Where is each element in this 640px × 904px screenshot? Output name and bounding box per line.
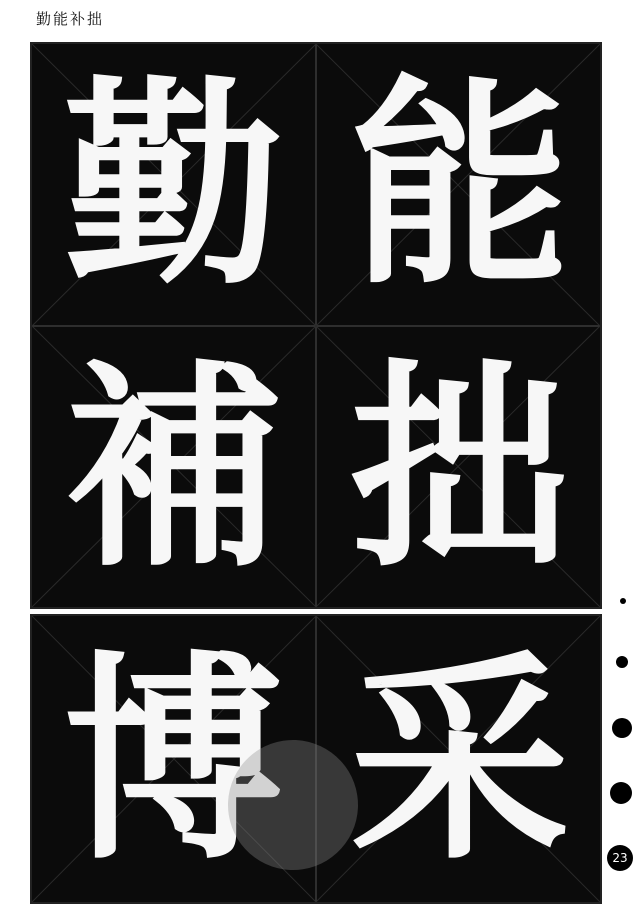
page-number: 23 (607, 845, 633, 871)
character-cai: 采 (349, 630, 570, 889)
dot-medium-icon (616, 656, 628, 668)
calligraphy-panel-top (30, 42, 602, 609)
character-zhuo: 拙 (349, 338, 570, 597)
dot-large-icon (610, 782, 632, 804)
character-bo: 博 (63, 630, 284, 889)
dot-large-icon (612, 718, 632, 738)
character-qin: 勤 (63, 55, 284, 314)
page-title: 勤能补拙 (36, 10, 105, 28)
character-neng: 能 (349, 55, 570, 314)
character-bu: 補 (63, 338, 284, 597)
dot-small-icon (620, 598, 626, 604)
